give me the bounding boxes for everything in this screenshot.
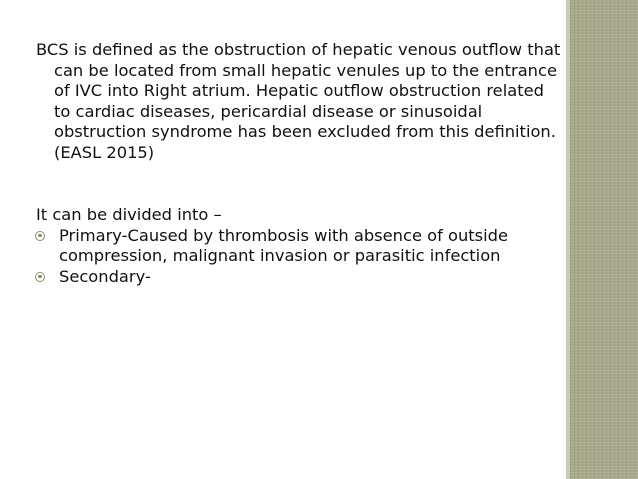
target-bullet-icon bbox=[35, 231, 45, 241]
division-intro: It can be divided into – bbox=[36, 205, 222, 224]
paragraph-spacer bbox=[36, 163, 561, 205]
definition-paragraph: BCS is defined as the obstruction of hepatic venous outflow that can be located from small hepatic venules up to the entrance of IVC into Right atrium. Hepatic outflow obstruction related to cardiac diseases, pericardial disease or sinusoidal obstruction syndrome has been excluded from this definition.(EASL 2015) bbox=[36, 40, 561, 162]
bullet-text-primary: Primary-Caused by thrombosis with absence of outside compression, malignant invasion or parasitic infection bbox=[59, 225, 509, 265]
slide-body bbox=[36, 40, 561, 287]
target-bullet-icon bbox=[35, 272, 45, 282]
bullet-item-secondary bbox=[36, 267, 561, 288]
decorative-side-bar bbox=[570, 0, 638, 479]
bullet-item-primary bbox=[36, 226, 561, 267]
bullet-text-secondary: Secondary- bbox=[59, 266, 151, 286]
